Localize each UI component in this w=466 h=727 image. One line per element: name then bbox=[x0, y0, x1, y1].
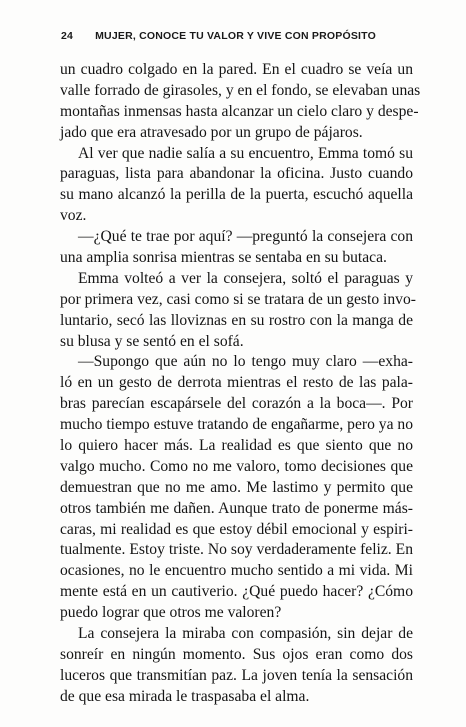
text-line: lo quiero hacer más. La realidad es que siento que no bbox=[60, 437, 413, 455]
text-line: mente está en un cautiverio. ¿Qué puedo hacer? ¿Cómo bbox=[60, 583, 413, 601]
text-line: voz. bbox=[60, 207, 87, 225]
paragraph bbox=[60, 624, 413, 708]
paragraph bbox=[60, 60, 421, 144]
text-line: Al ver que nadie salía a su encuentro, Emma tomó su bbox=[78, 144, 413, 162]
text-line: —Supongo que aún no lo tengo muy claro —exha- bbox=[78, 353, 413, 371]
text-line: mucho tiempo estuve tratando de engañarme, pero ya no bbox=[60, 416, 413, 434]
text-line: un cuadro colgado en la pared. En el cuadro se veía un bbox=[60, 61, 413, 78]
page-number: 24 bbox=[61, 30, 74, 42]
text-line: —¿Qué te trae por aquí? —preguntó la consejera con bbox=[78, 228, 413, 246]
text-line: paraguas, lista para abandonar la oficina. Justo cuando bbox=[60, 165, 413, 183]
text-line: ló en un gesto de derrota mientras el resto de las pala- bbox=[60, 374, 413, 392]
text-line: La consejera la miraba con compasión, sin dejar de bbox=[78, 625, 413, 643]
text-line: de que esa mirada le traspasaba el alma. bbox=[60, 687, 310, 705]
text-line: Emma volteó a ver la consejera, soltó el paraguas y bbox=[78, 269, 413, 287]
text-line: su mano alcanzó la perilla de la puerta, escuchó aquella bbox=[60, 186, 413, 204]
text-line: jado que era atravesado por un grupo de pájaros. bbox=[60, 123, 363, 141]
text-line: montañas inmensas hasta alcanzar un cielo claro y despe- bbox=[60, 102, 419, 120]
text-line: otros también me dañen. Aunque trato de ponerme más- bbox=[60, 499, 413, 517]
text-line: bras parecían escapársele del corazón a la boca—. Por bbox=[60, 395, 413, 413]
text-line: puedo lograr que otros me valoren? bbox=[60, 604, 282, 622]
running-head bbox=[61, 30, 421, 42]
paragraph bbox=[60, 352, 413, 624]
text-line: ocasiones, no le encuentro mucho sentido a mi vida. Mi bbox=[60, 562, 413, 580]
text-line: luntario, secó las lloviznas en su rostro con la manga de bbox=[60, 311, 413, 329]
paragraph bbox=[60, 227, 413, 269]
paragraph bbox=[60, 269, 416, 353]
text-line: sonreír en ningún momento. Sus ojos eran como dos bbox=[60, 645, 413, 663]
paragraph bbox=[60, 144, 413, 228]
text-line: tualmente. Estoy triste. No soy verdaderamente feliz. En bbox=[60, 541, 413, 559]
text-line: valgo mucho. Como no me valoro, tomo decisiones que bbox=[60, 457, 413, 475]
book-title: MUJER, CONOCE TU VALOR Y VIVE CON PROPÓSITO bbox=[95, 30, 376, 42]
text-line: demuestran que no me amo. Me lastimo y permito que bbox=[60, 478, 413, 496]
text-line: valle forrado de girasoles, y en el fondo, se elevaban unas bbox=[60, 81, 421, 99]
body-text bbox=[60, 60, 421, 708]
text-line: por primera vez, casi como si se tratara de un gesto invo- bbox=[60, 290, 416, 308]
text-line: su blusa y se sentó en el sofá. bbox=[60, 332, 244, 350]
text-line: una amplia sonrisa mientras se sentaba en su butaca. bbox=[60, 249, 387, 267]
text-line: caras, mi realidad es que estoy débil emocional y espiri- bbox=[60, 520, 413, 538]
text-line: luceros que transmitían paz. La joven tenía la sensación bbox=[60, 666, 413, 684]
